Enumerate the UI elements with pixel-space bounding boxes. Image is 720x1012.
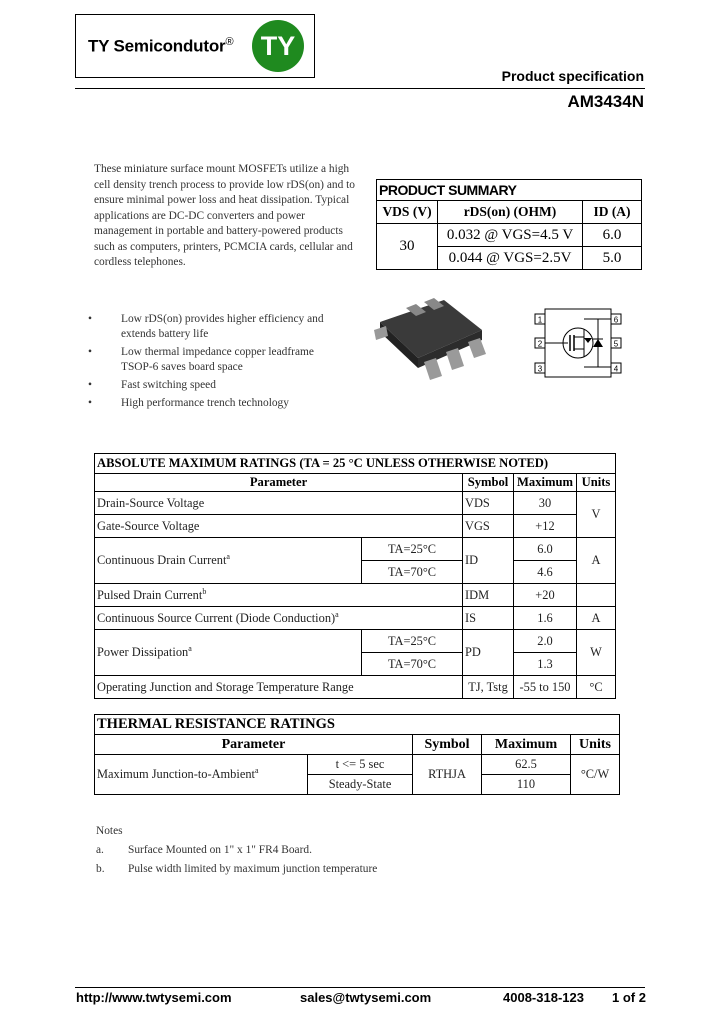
param-pd: Power Dissipation$^a$ xyxy=(95,630,362,676)
col-symbol: Symbol xyxy=(463,474,514,492)
sym-is: IS xyxy=(463,607,514,630)
summary-rds-1: 0.032 @ VGS=4.5 V xyxy=(438,224,583,247)
feature-item: • Fast switching speed xyxy=(88,378,338,393)
product-summary-table xyxy=(376,179,642,270)
param-rthja: Maximum Junction-to-Ambient$^a$ xyxy=(95,755,308,795)
unit-volt: V xyxy=(577,492,616,538)
col-maximum: Maximum xyxy=(514,474,577,492)
spec-title: Product specification xyxy=(501,68,644,84)
max-vds: 30 xyxy=(514,492,577,515)
part-number: AM3434N xyxy=(567,92,644,111)
note-item: a. Surface Mounted on 1" x 1" FR4 Board. xyxy=(96,844,312,856)
max-id-70: 4.6 xyxy=(514,561,577,584)
col-units: Units xyxy=(577,474,616,492)
cond-pd-70: TA=70°C xyxy=(362,653,463,676)
feature-list xyxy=(88,312,338,414)
sym-id: ID xyxy=(463,538,514,584)
unit-id: A xyxy=(577,538,616,584)
summary-id-1: 6.0 xyxy=(583,224,642,247)
param-vds: Drain-Source Voltage xyxy=(95,492,463,515)
param-is: Continuous Source Current (Diode Conduction)$^a$ xyxy=(95,607,463,630)
param-idm: Pulsed Drain Current$^b$ xyxy=(95,584,463,607)
note-item: b. Pulse width limited by maximum junction temperature xyxy=(96,863,378,875)
summary-rds-2: 0.044 @ VGS=2.5V xyxy=(438,247,583,270)
pin-label: 3 xyxy=(537,364,543,374)
sym-pd: PD xyxy=(463,630,514,676)
unit-pd: W xyxy=(577,630,616,676)
max-id-25: 6.0 xyxy=(514,538,577,561)
pinout-diagram xyxy=(528,305,628,381)
unit-rthja: °C/W xyxy=(571,755,620,795)
sym-vgs: VGS xyxy=(463,515,514,538)
max-idm: +20 xyxy=(514,584,577,607)
param-tj: Operating Junction and Storage Temperature Range xyxy=(95,676,463,699)
pin-label: 1 xyxy=(537,315,543,325)
summary-col-vds: VDS (V) xyxy=(377,201,438,224)
cond-steady: Steady-State xyxy=(308,775,413,795)
summary-col-id: ID (A) xyxy=(583,201,642,224)
header-divider xyxy=(75,88,645,89)
feature-item: • High performance trench technology xyxy=(88,396,338,411)
cond-short: t <= 5 sec xyxy=(308,755,413,775)
pin-label: 4 xyxy=(613,364,619,374)
max-short: 62.5 xyxy=(482,755,571,775)
sym-vds: VDS xyxy=(463,492,514,515)
brand-name: TY Semicondutor® xyxy=(88,36,234,56)
feature-item: • Low thermal impedance copper leadframe TSOP-6 saves board space xyxy=(88,345,338,375)
footer-divider xyxy=(75,987,645,988)
col-units: Units xyxy=(571,735,620,755)
param-vgs: Gate-Source Voltage xyxy=(95,515,463,538)
col-parameter: Parameter xyxy=(95,735,413,755)
sym-rthja: RTHJA xyxy=(413,755,482,795)
max-vgs: +12 xyxy=(514,515,577,538)
summary-title: PRODUCT SUMMARY xyxy=(377,180,642,201)
summary-id-2: 5.0 xyxy=(583,247,642,270)
col-symbol: Symbol xyxy=(413,735,482,755)
intro-paragraph: These miniature surface mount MOSFETs utilize a high cell density trench process to provide low rDS(on) and to ensure minimal power loss and heat dissipation. Typical applications are DC-DC converters and power management in portable and battery-powered products such as computers, printers, PCMCIA cards, cellular and cordless telephones. xyxy=(94,163,355,268)
cond-id-25: TA=25°C xyxy=(362,538,463,561)
max-steady: 110 xyxy=(482,775,571,795)
cond-pd-25: TA=25°C xyxy=(362,630,463,653)
sym-tj: TJ, Tstg xyxy=(463,676,514,699)
param-id: Continuous Drain Current$^a$ xyxy=(95,538,362,584)
max-pd-70: 1.3 xyxy=(514,653,577,676)
notes-section xyxy=(96,822,377,879)
brand-logo: TY xyxy=(252,20,304,72)
abs-max-title: ABSOLUTE MAXIMUM RATINGS (TA = 25 °C UNLESS OTHERWISE NOTED) xyxy=(95,454,616,474)
notes-title: Notes xyxy=(96,825,123,837)
absolute-max-ratings-table xyxy=(94,453,616,699)
unit-idm xyxy=(577,584,616,607)
feature-item: • Low rDS(on) provides higher efficiency and extends battery life xyxy=(88,312,338,342)
pin-label: 6 xyxy=(613,315,619,325)
pin-label: 2 xyxy=(537,339,543,349)
summary-col-rds: rDS(on) (OHM) xyxy=(438,201,583,224)
max-is: 1.6 xyxy=(514,607,577,630)
unit-tj: °C xyxy=(577,676,616,699)
tsop6-package-image xyxy=(366,292,496,390)
footer-page: 1 of 2 xyxy=(612,990,646,1005)
sym-idm: IDM xyxy=(463,584,514,607)
footer-url[interactable]: http://www.twtysemi.com xyxy=(76,990,232,1005)
max-tj: -55 to 150 xyxy=(514,676,577,699)
pin-label: 5 xyxy=(613,339,619,349)
unit-is: A xyxy=(577,607,616,630)
max-pd-25: 2.0 xyxy=(514,630,577,653)
col-parameter: Parameter xyxy=(95,474,463,492)
summary-vds: 30 xyxy=(377,224,438,270)
thermal-title: THERMAL RESISTANCE RATINGS xyxy=(95,715,620,735)
footer-email[interactable]: sales@twtysemi.com xyxy=(300,990,432,1005)
cond-id-70: TA=70°C xyxy=(362,561,463,584)
col-maximum: Maximum xyxy=(482,735,571,755)
footer-phone: 4008-318-123 xyxy=(503,990,584,1005)
thermal-resistance-table xyxy=(94,714,620,795)
